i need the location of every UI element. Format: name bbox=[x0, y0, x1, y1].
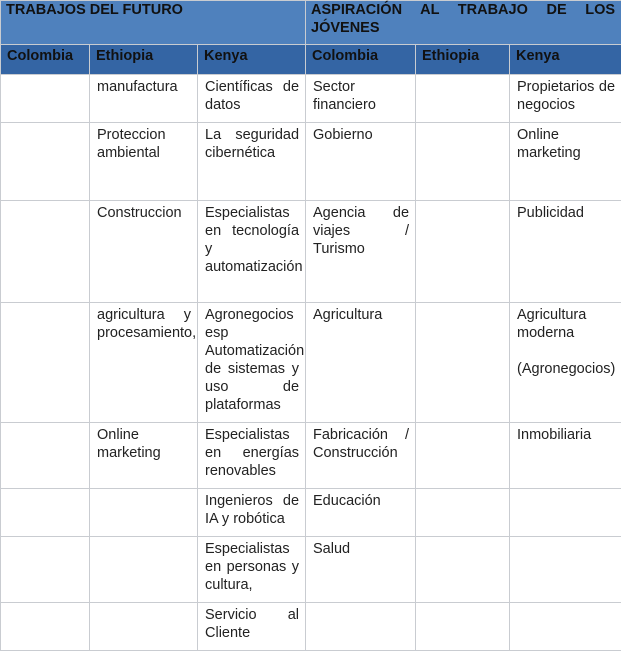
table-cell: Ingenieros de IA y robótica bbox=[198, 489, 306, 537]
table-cell bbox=[416, 123, 510, 201]
table-cell: Agronegocios esp Automatización de sistemas y uso de plataformas bbox=[198, 303, 306, 423]
table-cell bbox=[1, 423, 90, 489]
table-cell bbox=[416, 603, 510, 651]
column-header-ethiopia-1: Ethiopia bbox=[90, 45, 198, 75]
table-row bbox=[1, 537, 621, 603]
table-cell: Agencia de viajes / Turismo bbox=[306, 201, 416, 303]
table-cell bbox=[510, 537, 621, 603]
table-cell: Inmobiliaria bbox=[510, 423, 621, 489]
table-cell bbox=[416, 537, 510, 603]
table-cell: manufactura bbox=[90, 75, 198, 123]
table-cell: Servicio al Cliente bbox=[198, 603, 306, 651]
table-row bbox=[1, 75, 621, 123]
table-cell bbox=[416, 489, 510, 537]
table-cell bbox=[1, 303, 90, 423]
table-cell: Agricultura moderna (Agronegocios) bbox=[510, 303, 621, 423]
table-cell bbox=[1, 75, 90, 123]
table-cell: agricultura y procesamiento, bbox=[90, 303, 198, 423]
table-cell bbox=[90, 489, 198, 537]
table-cell bbox=[1, 201, 90, 303]
table-cell: Publicidad bbox=[510, 201, 621, 303]
table-cell bbox=[1, 603, 90, 651]
table-row bbox=[1, 603, 621, 651]
table-cell bbox=[1, 123, 90, 201]
table-cell: Online marketing bbox=[510, 123, 621, 201]
column-header-kenya-1: Kenya bbox=[198, 45, 306, 75]
table-cell bbox=[416, 303, 510, 423]
table-cell: Gobierno bbox=[306, 123, 416, 201]
table-cell bbox=[416, 201, 510, 303]
table-cell: Fabricación / Construcción bbox=[306, 423, 416, 489]
table-cell: Construccion bbox=[90, 201, 198, 303]
column-header-ethiopia-2: Ethiopia bbox=[416, 45, 510, 75]
table-cell: Especialistas en tecnología y automatización bbox=[198, 201, 306, 303]
column-header-kenya-2: Kenya bbox=[510, 45, 621, 75]
table-cell: Salud bbox=[306, 537, 416, 603]
table-cell bbox=[90, 603, 198, 651]
table-cell bbox=[416, 423, 510, 489]
table-cell: Sector financiero bbox=[306, 75, 416, 123]
table-row bbox=[1, 123, 621, 201]
column-header-colombia-2: Colombia bbox=[306, 45, 416, 75]
table-cell: Educación bbox=[306, 489, 416, 537]
table-group-header-row bbox=[1, 1, 621, 45]
table-cell: Online marketing bbox=[90, 423, 198, 489]
table-cell: Especialistas en energías renovables bbox=[198, 423, 306, 489]
table-cell: Especialistas en personas y cultura, bbox=[198, 537, 306, 603]
table-column-header-row bbox=[1, 45, 621, 75]
header-aspiracion-jovenes: ASPIRACIÓN AL TRABAJO DE LOS JÓVENES bbox=[306, 1, 621, 45]
table-cell bbox=[510, 603, 621, 651]
column-header-colombia-1: Colombia bbox=[1, 45, 90, 75]
table-cell bbox=[510, 489, 621, 537]
table-row bbox=[1, 489, 621, 537]
table-row bbox=[1, 303, 621, 423]
header-trabajos-del-futuro: TRABAJOS DEL FUTURO bbox=[1, 1, 306, 45]
table-cell bbox=[416, 75, 510, 123]
table-cell: Agricultura bbox=[306, 303, 416, 423]
table-cell: Científicas de datos bbox=[198, 75, 306, 123]
table-cell: Propietarios de negocios bbox=[510, 75, 621, 123]
table-cell bbox=[306, 603, 416, 651]
table-row bbox=[1, 423, 621, 489]
table-row bbox=[1, 201, 621, 303]
table-cell: La seguridad cibernética bbox=[198, 123, 306, 201]
table-cell: Proteccion ambiental bbox=[90, 123, 198, 201]
table-cell bbox=[90, 537, 198, 603]
table-cell bbox=[1, 489, 90, 537]
table-cell bbox=[1, 537, 90, 603]
